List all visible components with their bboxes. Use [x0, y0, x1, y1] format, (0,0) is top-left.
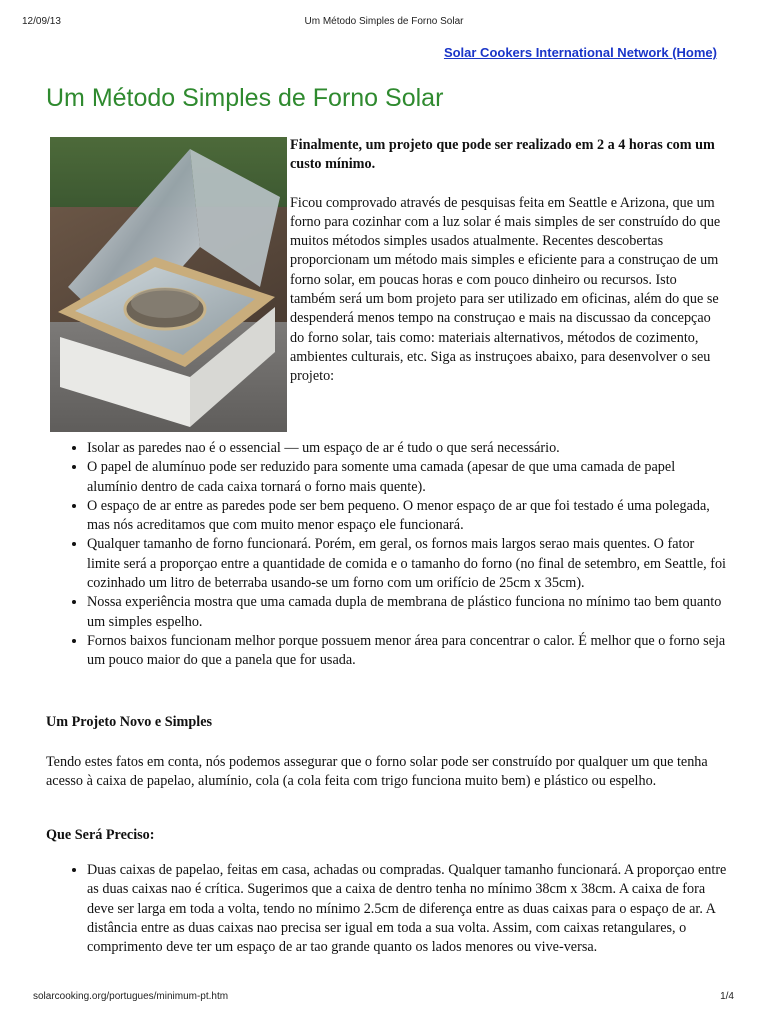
list-item: • Qualquer tamanho de forno funcionará. Porém, em geral, os fornos mais largos serao mais quentes. O fator limite será a proporçao entre a quantidade de comida e o tamanho do forno (no final de setembro, em Seattle, foi cozinhado um litro de beterraba usando-se um forno com um orifício de 25cm x 35cm). [87, 535, 729, 593]
intro-body: Ficou comprovado através de pesquisas feita em Seattle e Arizona, que um forno para cozinhar com a luz solar é mais simples de ser construído do que muitos métodos simples usados atualmente. Recentes descobertas proporcionam um método mais simples e eficiente para a construçao de um forno solar, em poucas horas e com pouco dinheiro ou recursos. Isto também será um bom projeto para ser utilizado em oficinas, além do que se despenderá menos tempo na construçao e mais na discussao da concepçao do forno solar, tais como: materiais alternativos, métodos de cozimento, ambientes culturais, etc. Siga as instruçoes abaixo, para desenvolver o seu projeto: [290, 194, 721, 385]
list-item: • Nossa experiência mostra que uma camada dupla de membrana de plástico funciona no mínimo tao bem quanto um simples espelho. [87, 593, 729, 632]
page-url: solarcooking.org/portugues/minimum-pt.htm [33, 991, 229, 1002]
print-header [0, 16, 768, 30]
list-item: • O espaço de ar entre as paredes pode ser bem pequeno. O menor espaço de ar que foi testado é uma polegada, mas nós acreditamos que com muito menor espaço ele funcionará. [87, 497, 729, 536]
findings-list [49, 439, 729, 671]
page-title: Um Método Simples de Forno Solar [46, 84, 444, 112]
list-item: • O papel de alumínuo pode ser reduzido para somente uma camada (apesar de que uma camada de papel alumínio dentro de cada caixa tornará o forno mais quente). [87, 458, 729, 497]
requirements-list [49, 861, 729, 957]
list-item: • Fornos baixos funcionam melhor porque possuem menor área para concentrar o calor. É melhor que o forno seja um pouco maior do que a panela que for usada. [87, 632, 729, 671]
section-heading-requirements: Que Será Preciso: [46, 827, 155, 843]
page-number: 1/4 [720, 991, 734, 1002]
intro-lead: Finalmente, um projeto que pode ser realizado em 2 a 4 horas com um custo mínimo. [290, 137, 715, 173]
print-footer [0, 991, 768, 1005]
section-paragraph: Tendo estes fatos em conta, nós podemos assegurar que o forno solar pode ser construído por qualquer um que tenha acesso à caixa de papelao, alumínio, cola (a cola feita com trigo funciona muito bem) e plástico ou espelho. [46, 754, 708, 790]
print-doc-title: Um Método Simples de Forno Solar [304, 16, 464, 27]
solar-oven-photo [50, 137, 287, 432]
print-date: 12/09/13 [22, 16, 61, 27]
intro-block [290, 136, 724, 387]
home-link[interactable]: Solar Cookers International Network (Home) [443, 45, 717, 60]
list-item: • Duas caixas de papelao, feitas em casa, achadas ou compradas. Qualquer tamanho funcionará. A proporçao entre as duas caixas nao é crítica. Sugerimos que a caixa de dentro tenha no mínimo 38cm x 38cm. A caixa de fora deve ser larga em toda a volta, tendo no mínimo 2.5cm de diferença entre as duas caixas para o espaço de ar. A distância entre as duas caixas nao precisa ser igual em toda a sua volta. Assim, com caixas retangulares, o comprimento deve ter um espaço de ar tao grande quanto os lados menores ou vive-versa. [87, 861, 729, 957]
section-heading-new-project: Um Projeto Novo e Simples [46, 714, 213, 730]
list-item: • Isolar as paredes nao é o essencial — um espaço de ar é tudo o que será necessário. [87, 439, 729, 458]
